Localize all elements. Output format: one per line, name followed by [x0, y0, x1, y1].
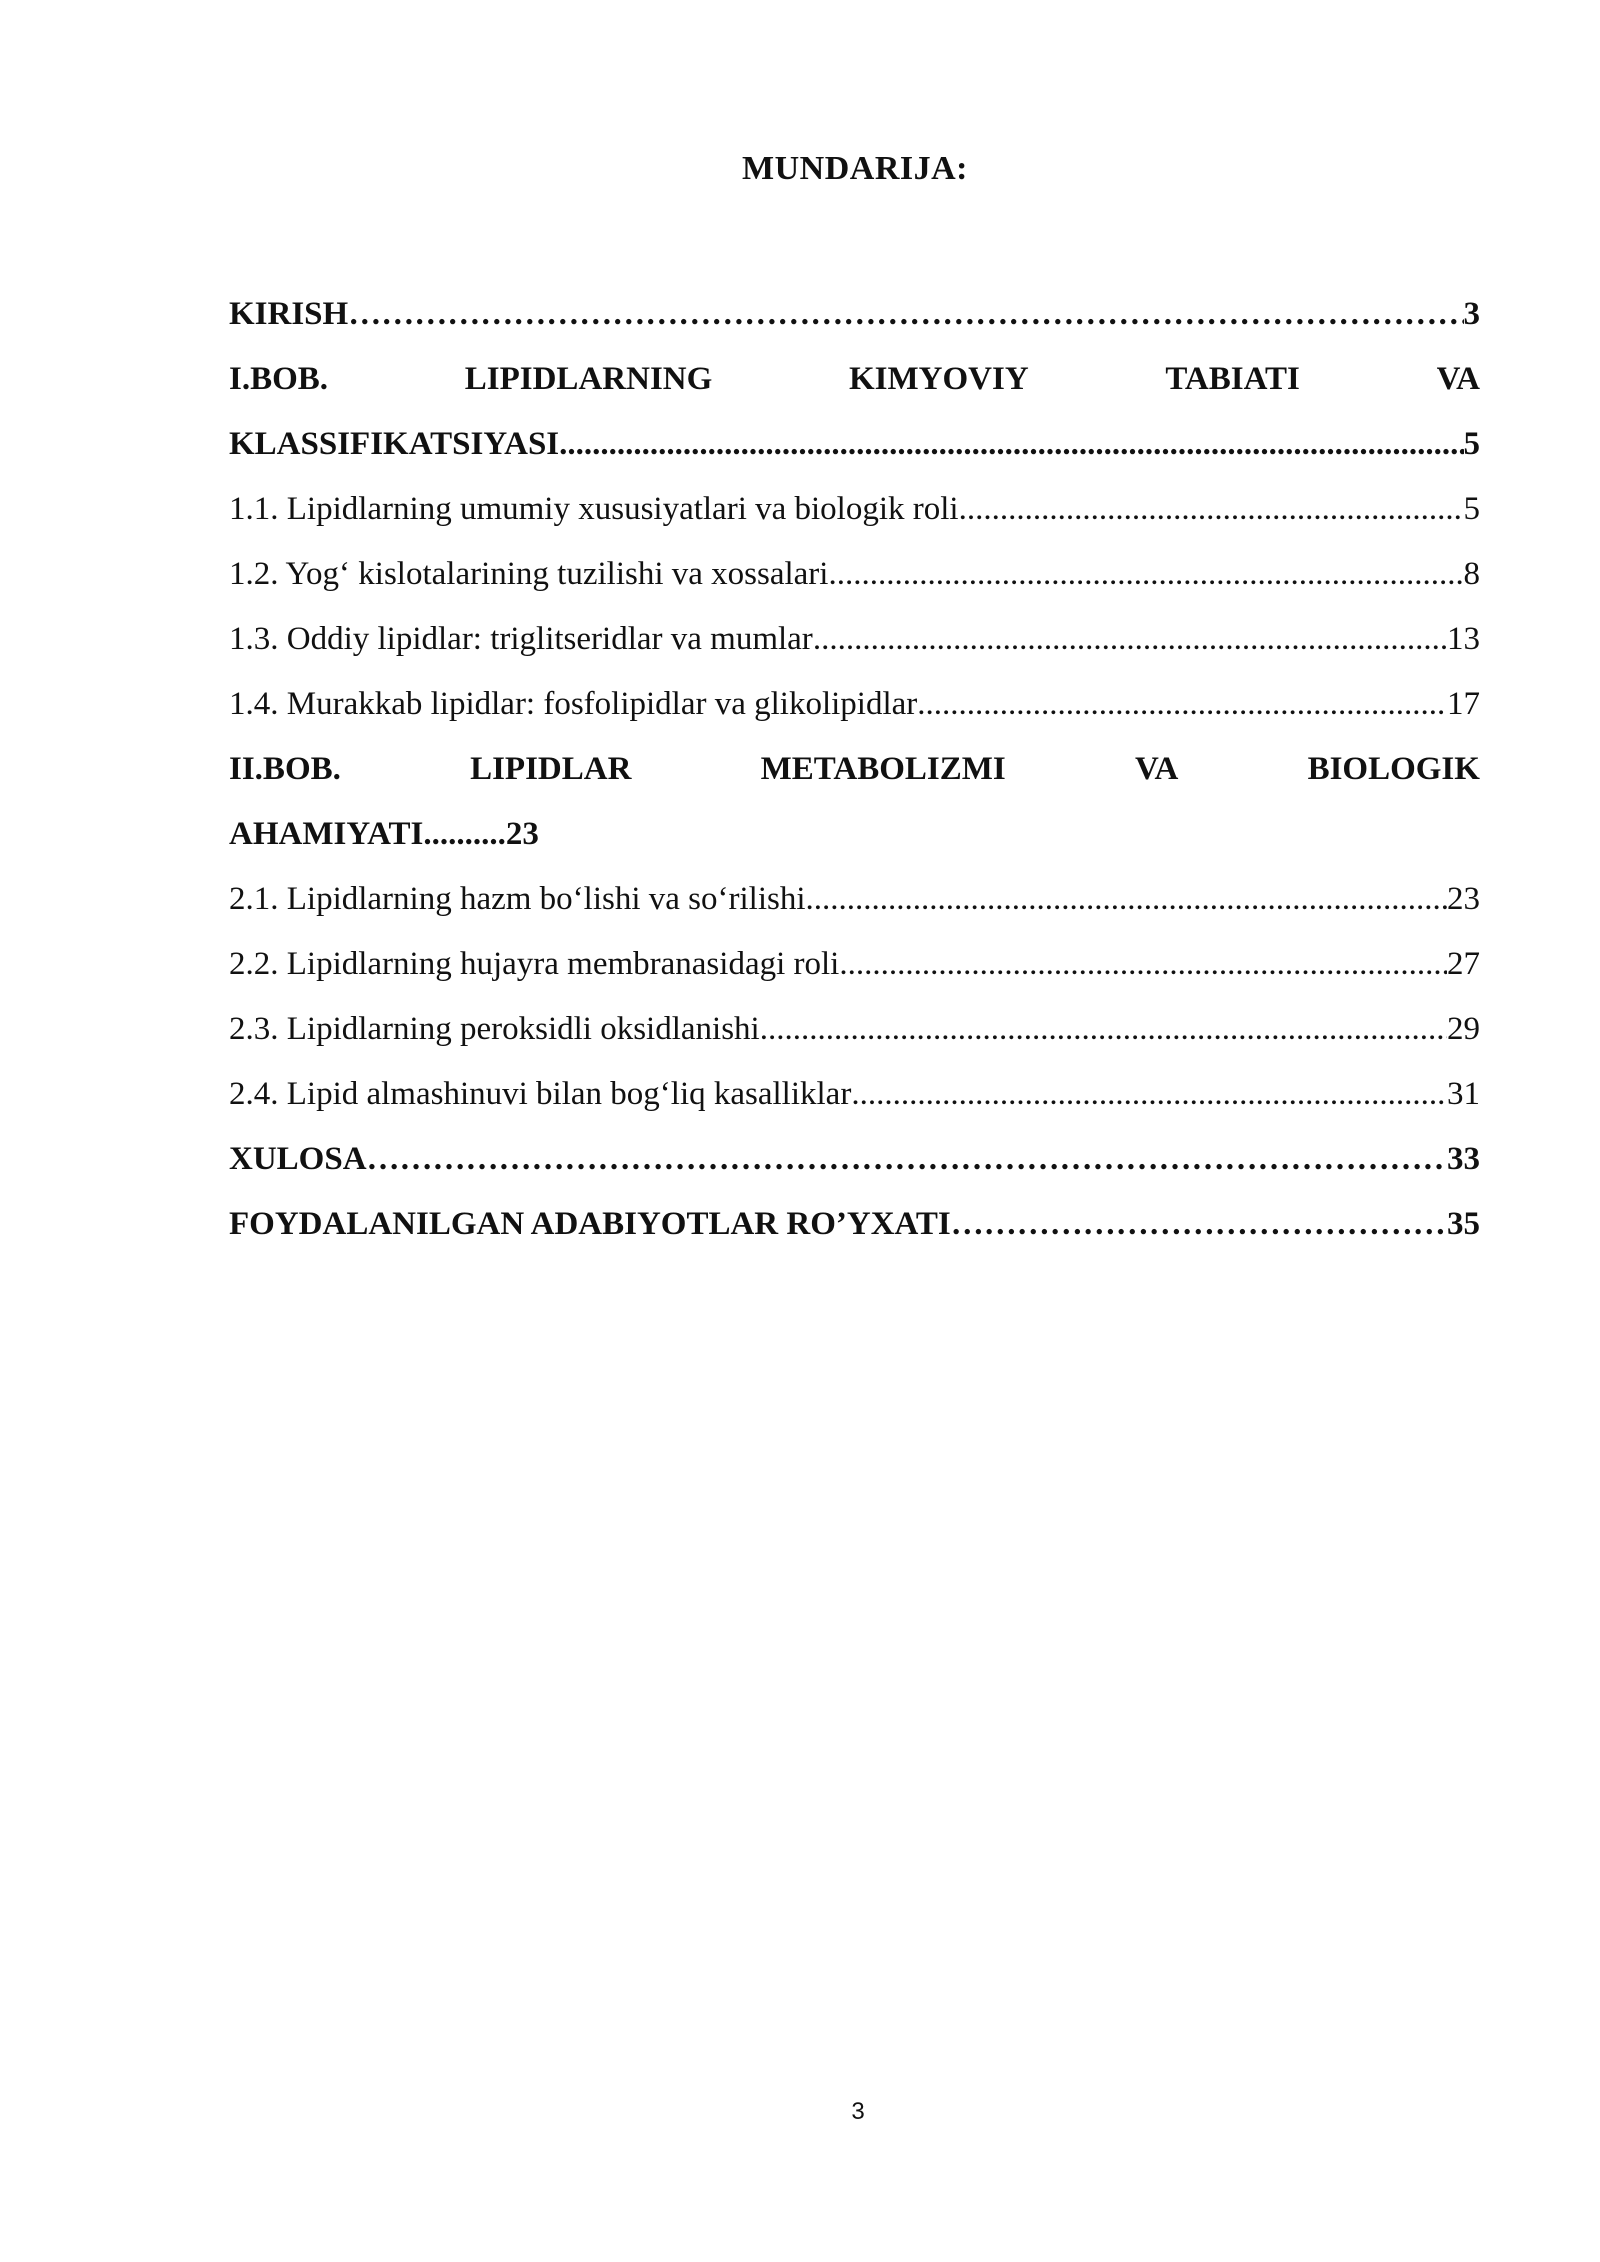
toc-entry-bob1-line1 — [229, 347, 1480, 412]
toc-entry-label: 2.3. Lipidlarning peroksidli oksidlanishi — [229, 1011, 760, 1047]
toc-entry-label: 2.4. Lipid almashinuvi bilan bog‘liq kasalliklar — [229, 1076, 852, 1112]
toc-entry-2-4 — [229, 1062, 1480, 1127]
toc-entry-kirish — [229, 282, 1480, 347]
toc-entry-page: 3 — [1463, 296, 1480, 332]
toc-entry-xulosa — [229, 1127, 1480, 1192]
toc-entry-2-1 — [229, 867, 1480, 932]
leader-dots — [951, 1192, 1447, 1257]
toc-word: METABOLIZMI — [760, 751, 1006, 787]
toc-word: KIMYOVIY — [849, 361, 1029, 397]
toc-entry-page: 13 — [1447, 621, 1480, 657]
leader-dots — [806, 867, 1447, 932]
toc-entry-page: 23 — [1447, 881, 1480, 917]
toc-entry-label: 2.2. Lipidlarning hujayra membranasidagi roli — [229, 946, 840, 982]
toc-entry-label: KLASSIFIKATSIYASI — [229, 426, 560, 462]
toc-entry-label: XULOSA — [229, 1141, 367, 1177]
toc-word: LIPIDLAR — [470, 751, 632, 787]
table-of-contents — [229, 282, 1480, 1257]
toc-entry-1-1 — [229, 477, 1480, 542]
toc-entry-label: 1.2. Yog‘ kislotalarining tuzilishi va xossalari — [229, 556, 829, 592]
toc-entry-label: 1.1. Lipidlarning umumiy xususiyatlari va biologik roli — [229, 491, 959, 527]
leader-dots — [851, 1062, 1447, 1127]
toc-entry-1-3 — [229, 607, 1480, 672]
toc-entry-adabiyot — [229, 1192, 1480, 1257]
toc-word: LIPIDLARNING — [464, 361, 713, 397]
toc-entry-page: 27 — [1447, 946, 1480, 982]
toc-entry-page: 35 — [1447, 1206, 1480, 1242]
toc-entry-page: 17 — [1447, 686, 1480, 722]
toc-word: BIOLOGIK — [1307, 751, 1480, 787]
toc-word: II.BOB. — [229, 751, 341, 787]
leader-dots — [367, 1127, 1447, 1192]
toc-entry-page: 8 — [1463, 556, 1480, 592]
toc-entry-label: KIRISH — [229, 296, 349, 332]
toc-entry-page: 31 — [1447, 1076, 1480, 1112]
leader-dots — [917, 672, 1447, 737]
toc-entry-label: 1.3. Oddiy lipidlar: triglitseridlar va mumlar — [229, 621, 813, 657]
leader-dots — [813, 607, 1447, 672]
toc-entry-label: FOYDALANILGAN ADABIYOTLAR RO’YXATI — [229, 1206, 951, 1242]
toc-word: VA — [1436, 361, 1480, 397]
toc-entry-page: 5 — [1463, 426, 1480, 462]
toc-word: TABIATI — [1165, 361, 1300, 397]
leader-dots — [559, 412, 1463, 477]
toc-entry-label: 2.1. Lipidlarning hazm bo‘lishi va so‘rilishi — [229, 881, 806, 917]
toc-entry-page: 5 — [1463, 491, 1480, 527]
toc-entry-bob2-line1 — [229, 737, 1480, 802]
toc-entry-page: 33 — [1447, 1141, 1480, 1177]
toc-entry-2-2 — [229, 932, 1480, 997]
toc-word: I.BOB. — [229, 361, 329, 397]
toc-entry-label: AHAMIYATI..........23 — [229, 816, 539, 852]
toc-word: VA — [1134, 751, 1179, 787]
toc-entry-1-4 — [229, 672, 1480, 737]
leader-dots — [839, 932, 1447, 997]
leader-dots — [348, 282, 1463, 347]
toc-entry-1-2 — [229, 542, 1480, 607]
leader-dots — [828, 542, 1463, 607]
toc-entry-page: 29 — [1447, 1011, 1480, 1047]
toc-entry-bob1-line2 — [229, 412, 1480, 477]
leader-dots — [959, 477, 1464, 542]
page-title: MUNDARIJA: — [742, 150, 968, 187]
toc-entry-2-3 — [229, 997, 1480, 1062]
toc-entry-label: 1.4. Murakkab lipidlar: fosfolipidlar va glikolipidlar — [229, 686, 918, 722]
toc-entry-bob2-line2 — [229, 802, 1480, 867]
leader-dots — [760, 997, 1447, 1062]
page-number-footer: 3 — [851, 2098, 865, 2125]
